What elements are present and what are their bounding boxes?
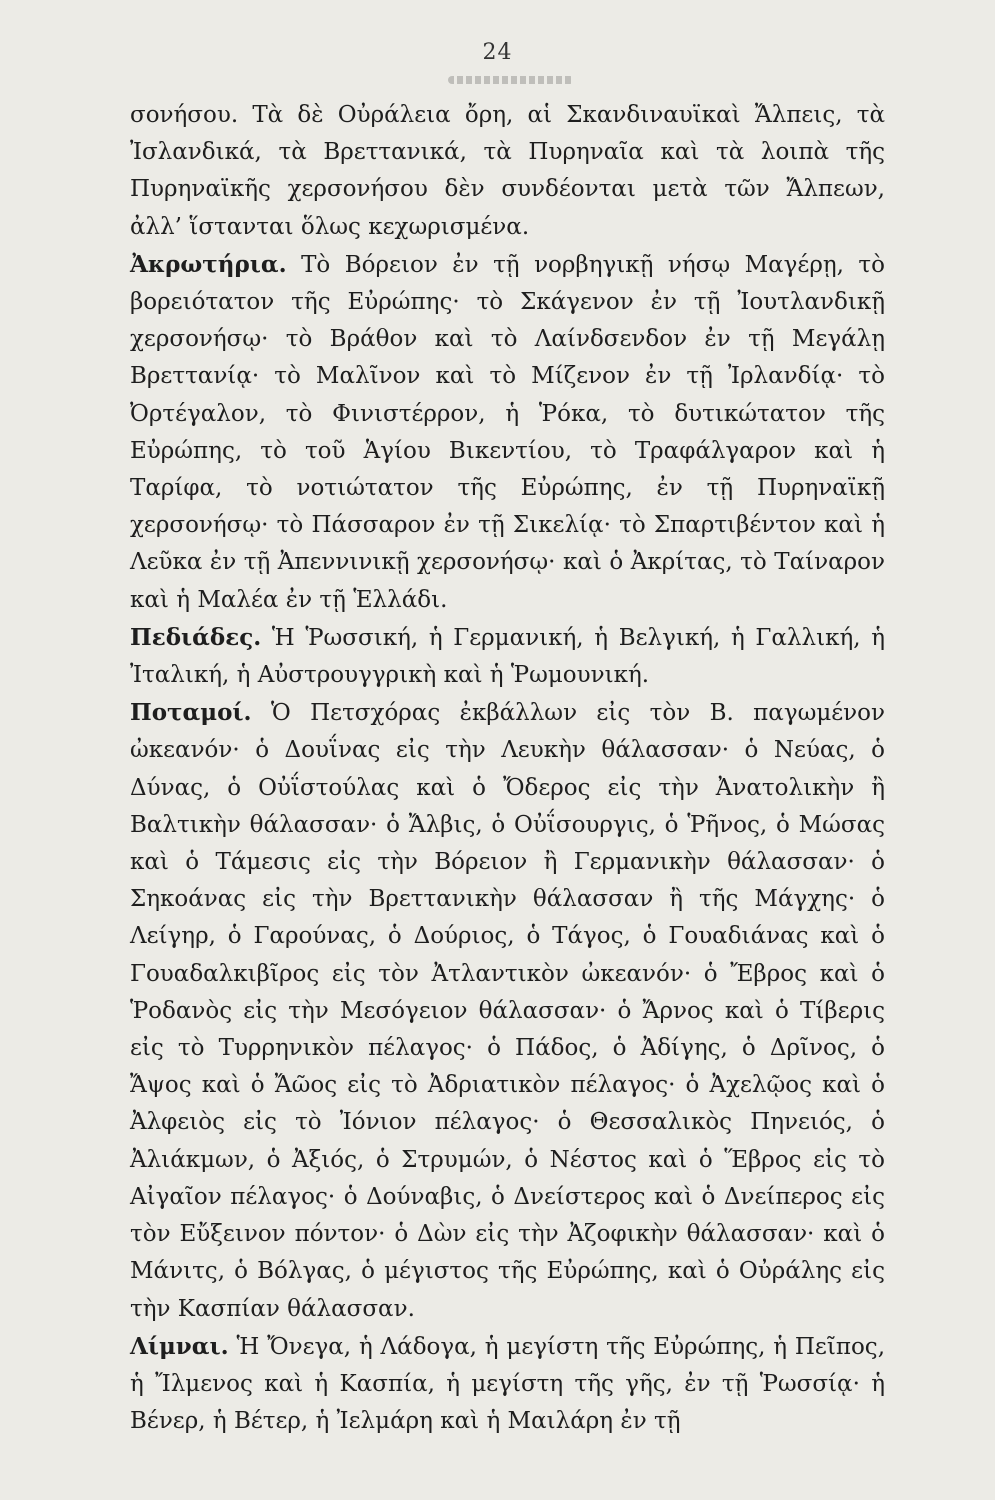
- paragraph-text: Τὸ Βόρειον ἐν τῇ νορβηγικῇ νήσῳ Μαγέρῃ, τὸ βορειότατον τῆς Εὐρώπης· τὸ Σκάγενον ἐν τῇ Ἰουτλανδικῇ χερσονήσῳ· τὸ Βράθον καὶ τὸ Λαίνδσενδον ἐν τῇ Μεγάλῃ Βρεττανίᾳ· τὸ Μαλῖνον καὶ τὸ Μίζενον ἐν τῇ Ἰρλανδίᾳ· τὸ Ὀρτέγαλον, τὸ Φινιστέρρον, ἡ Ῥόκα, τὸ δυτικώτατον τῆς Εὐρώπης, τὸ τοῦ Ἁγίου Βικεντίου, τὸ Τραφάλγαρον καὶ ἡ Ταρίφα, τὸ νοτιώτατον τῆς Εὐρώπης, ἐν τῇ Πυρηναϊκῇ χερσονήσῳ· τὸ Πάσσαρον ἐν τῇ Σικελίᾳ· τὸ Σπαρτιβέντον καὶ ἡ Λεῦκα ἐν τῇ Ἀπεννινικῇ χερσονήσῳ· καὶ ὁ Ἀκρίτας, τὸ Ταίναρον καὶ ἡ Μαλέα ἐν τῇ Ἑλλάδι.: [130, 251, 885, 613]
- paragraph-text: Ἡ Ῥωσσική, ἡ Γερμανική, ἡ Βελγική, ἡ Γαλλική, ἡ Ἰταλική, ἡ Αὐστρουγγρικὴ καὶ ἡ Ῥωμουνική.: [130, 624, 885, 689]
- paragraph-plains: [130, 619, 885, 694]
- paragraph-text: Ὁ Πετσχόρας ἐκβάλλων εἰς τὸν Β. παγωμένον ὠκεανόν· ὁ Δουΐνας εἰς τὴν Λευκὴν θάλασσαν· ὁ Νεύας, ὁ Δύνας, ὁ Οὐΐστούλας καὶ ὁ Ὄδερος εἰς τὴν Ἀνατολικὴν ἢ Βαλτικὴν θάλασσαν· ὁ Ἄλβις, ὁ Οὐΐσουργις, ὁ Ῥῆνος, ὁ Μώσας καὶ ὁ Τάμεσις εἰς τὴν Βόρειον ἢ Γερμανικὴν θάλασσαν· ὁ Σηκοάνας εἰς τὴν Βρεττανικὴν θάλασσαν ἢ τῆς Μάγχης· ὁ Λείγηρ, ὁ Γαρούνας, ὁ Δούριος, ὁ Τάγος, ὁ Γουαδιάνας καὶ ὁ Γουαδαλκιβῖρος εἰς τὸν Ἀτλαντικὸν ὠκεανόν· ὁ Ἔβρος καὶ ὁ Ῥοδανὸς εἰς τὴν Μεσόγειον θάλασσαν· ὁ Ἄρνος καὶ ὁ Τίβερις εἰς τὸ Τυρρηνικὸν πέλαγος· ὁ Πάδος, ὁ Ἀδίγης, ὁ Δρῖνος, ὁ Ἄψος καὶ ὁ Ἄῶος εἰς τὸ Ἀδριατικὸν πέλαγος· ὁ Ἀχελῷος καὶ ὁ Ἀλφειὸς εἰς τὸ Ἰόνιον πέλαγος· ὁ Θεσσαλικὸς Πηνειός, ὁ Ἀλιάκμων, ὁ Ἀξιός, ὁ Στρυμών, ὁ Νέστος καὶ ὁ Ἕβρος εἰς τὸ Αἰγαῖον πέλαγος· ὁ Δούναβις, ὁ Δνείστερος καὶ ὁ Δνείπερος εἰς τὸν Εὔξεινον πόντον· ὁ Δὼν εἰς τὴν Ἀζοφικὴν θάλασσαν· καὶ ὁ Μάνιτς, ὁ Βόλγας, ὁ μέγιστος τῆς Εὐρώπης, καὶ ὁ Οὐράλης εἰς τὴν Κασπίαν θάλασσαν.: [130, 700, 885, 1322]
- body-text: [130, 97, 885, 1440]
- section-heading-plains: Πεδιάδες.: [130, 623, 262, 651]
- section-heading-rivers: Ποταμοί.: [130, 699, 252, 727]
- header-ornament: [448, 76, 574, 84]
- section-heading-lakes: Λίμναι.: [130, 1332, 229, 1360]
- paragraph-text: Ἡ Ὄνεγα, ἡ Λάδογα, ἡ μεγίστη τῆς Εὐρώπης, ἡ Πεῖπος, ἡ Ἴλμενος καὶ ἡ Κασπία, ἡ μεγίστη τῆς γῆς, ἐν τῇ Ῥωσσίᾳ· ἡ Βένερ, ἡ Βέτερ, ἡ Ἰελμάρη καὶ ἡ Μαιλάρη ἐν τῇ: [130, 1333, 885, 1435]
- paragraph-rivers: [130, 694, 885, 1327]
- page-number: 24: [482, 40, 513, 65]
- paragraph-mountains: [130, 97, 885, 246]
- section-heading-capes: Ἀκρωτήρια.: [130, 250, 287, 278]
- paragraph-lakes: [130, 1328, 885, 1441]
- paragraph-capes: [130, 246, 885, 619]
- paragraph-text: σονήσου. Τὰ δὲ Οὐράλεια ὄρη, αἱ Σκανδιναυϊκαὶ Ἄλπεις, τὰ Ἰσλανδικά, τὰ Βρεττανικά, τὰ Πυρηναῖα καὶ τὰ λοιπὰ τῆς Πυρηναϊκῆς χερσονήσου δὲν συνδέονται μετὰ τῶν Ἄλπεων, ἀλλ’ ἵστανται ὅλως κεχωρισμένα.: [130, 102, 885, 240]
